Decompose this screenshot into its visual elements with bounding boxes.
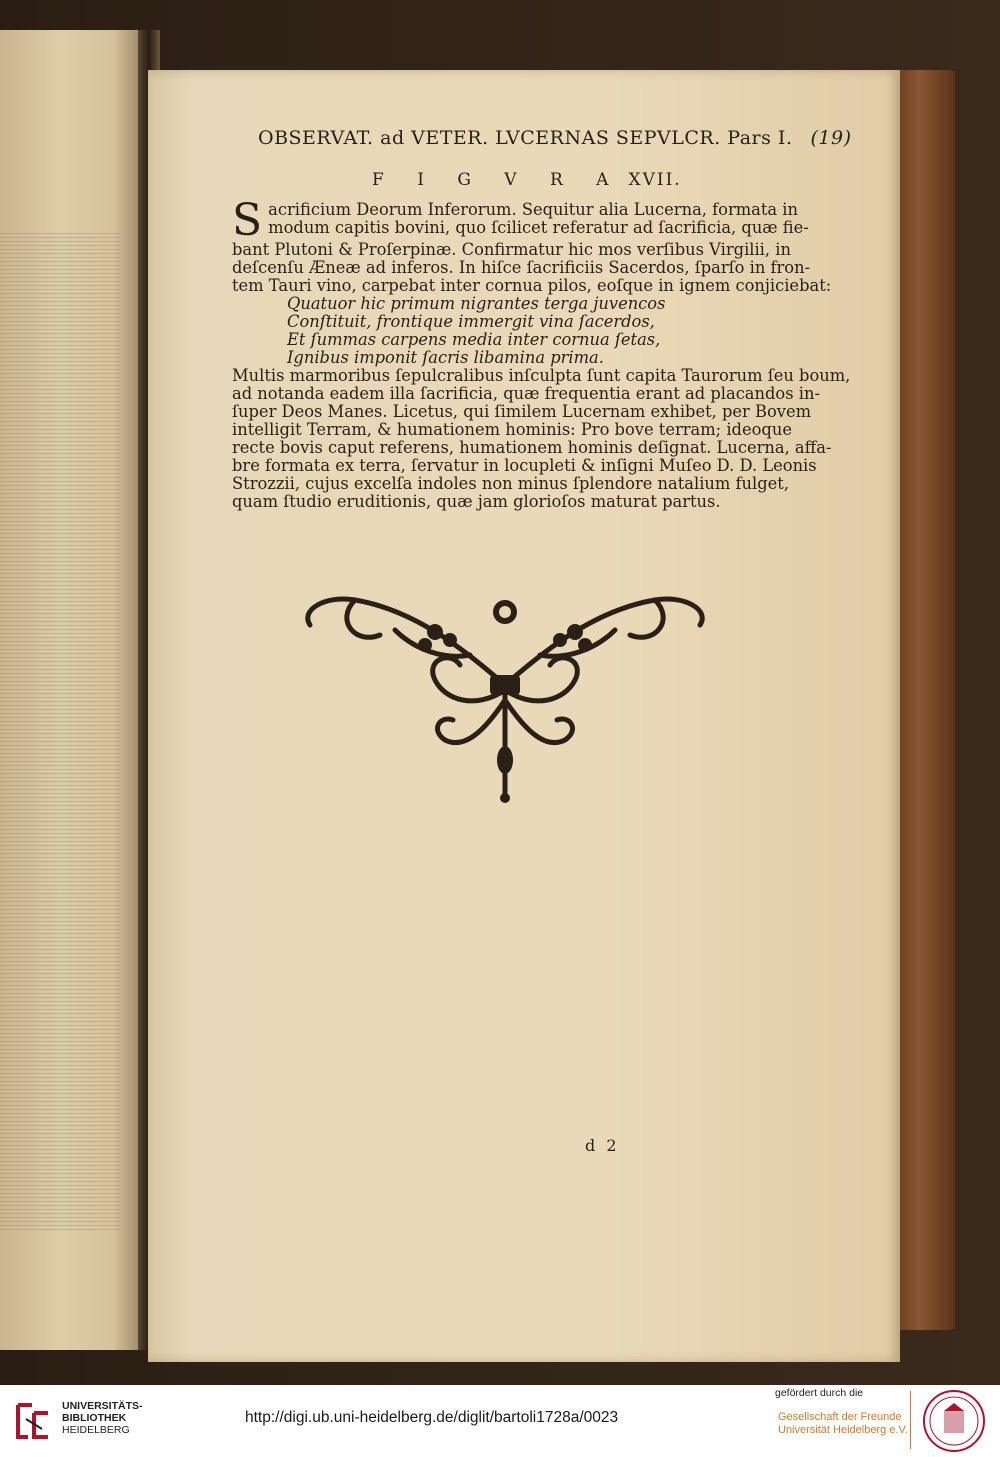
verse-line: Ignibus imponit ſacris libamina prima.	[287, 348, 604, 367]
text-line: deſcenſu Æneæ ad inferos. In hiſce ſacrificiis Sacerdos, ſparſo in fron-	[232, 258, 811, 277]
text-line: intelligit Terram, & humationem hominis: Pro bove terram; ideoque	[232, 420, 792, 439]
text-line: bant Plutoni & Proſerpinæ. Confirmatur hic mos verſibus Virgilii, in	[232, 240, 791, 259]
verse-line: Et ſummas carpens media inter cornua ſetas,	[287, 330, 661, 349]
page-number: (19)	[810, 127, 852, 149]
footer-bar	[0, 1385, 1000, 1457]
verse-line: Conſtituit, frontique immergit vina ſacerdos,	[287, 312, 655, 331]
text-line: quam ſtudio eruditionis, quæ jam glorioſos maturat partus.	[232, 492, 721, 511]
library-name: UNIVERSITÄTS- BIBLIOTHEK HEIDELBERG	[62, 1400, 143, 1436]
drop-cap: S	[232, 195, 263, 246]
text-line: tem Tauri vino, carpebat inter cornua pilos, eoſque in ignem conjiciebat:	[232, 276, 832, 295]
figure-label: F I G V R A	[372, 170, 623, 190]
left-page	[0, 30, 150, 1350]
funded-by-label: gefördert durch die	[775, 1387, 864, 1399]
text-line: ad notanda eadem illa ſacrificia, quæ frequentia erant ad placandos in-	[232, 384, 820, 403]
text-line: bre formata ex terra, ſervatur in locupleti & inſigni Muſeo D. D. Leonis	[232, 456, 817, 475]
paragraph-1	[232, 195, 851, 511]
text-line: Multis marmoribus ſepulcralibus inſculpta ſunt capita Taurorum ſeu boum,	[232, 366, 851, 385]
library-logo-icon	[14, 1399, 54, 1443]
verse-line: Quatuor hic primum nigrantes terga juvencos	[287, 294, 666, 313]
text-line: Strozzii, cujus excelſa indoles non minus ſplendore natalium fulget,	[232, 474, 789, 493]
signature-mark: d 2	[585, 1136, 620, 1155]
text-line: recte bovis caput referens, humationem hominis deſignat. Lucerna, affa-	[232, 438, 832, 457]
text-line: modum capitis bovini, quo ſcilicet referatur ad ſacrificia, quæ fie-	[268, 218, 809, 237]
society-name: Gesellschaft der Freunde Universität Heidelberg e.V.	[778, 1411, 908, 1436]
tailpiece-ornament	[295, 590, 715, 810]
figure-title	[372, 170, 682, 190]
book-cover-edge	[895, 70, 955, 1330]
text-line: ſuper Deos Manes. Licetus, qui ſimilem Lucernam exhibet, per Bovem	[232, 402, 812, 421]
text-line: acrificium Deorum Inferorum. Sequitur alia Lucerna, formata in	[268, 200, 798, 219]
running-title: OBSERVAT. ad VETER. LVCERNAS SEPVLCR. Pars I.	[258, 127, 793, 149]
figure-number: XVII.	[628, 170, 682, 190]
running-header	[258, 127, 852, 149]
university-seal-icon	[922, 1389, 986, 1453]
divider	[910, 1391, 911, 1449]
permalink[interactable]: http://digi.ub.uni-heidelberg.de/diglit/bartoli1728a/0023	[245, 1409, 619, 1426]
